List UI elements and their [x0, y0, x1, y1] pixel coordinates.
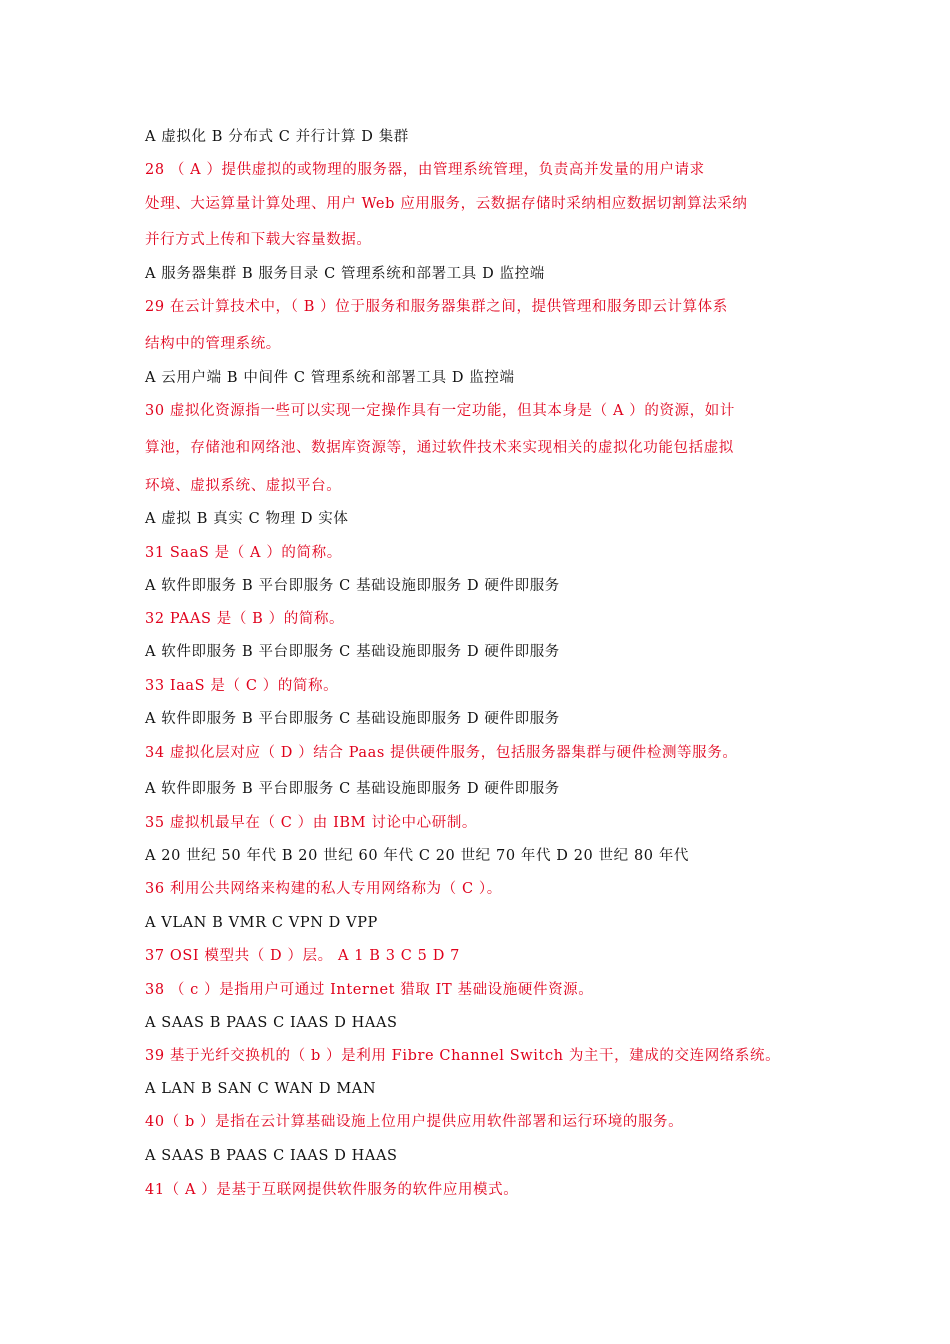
question-line: 30 虚拟化资源指一些可以实现一定操作具有一定功能，但其本身是（ A ）的资源，如计 — [145, 403, 735, 419]
question-line: 39 基于光纤交换机的（ b ）是利用 Fibre Channel Switch 为主干，建成的交连网络系统。 — [145, 1048, 781, 1064]
question-line: 31 SaaS 是（ A ）的简称。 — [145, 545, 342, 561]
question-line: 37 OSI 模型共（ D ）层。 A 1 B 3 C 5 D 7 — [145, 948, 460, 964]
option-line: A SAAS B PAAS C IAAS D HAAS — [145, 1015, 398, 1031]
question-line: 并行方式上传和下载大容量数据。 — [145, 232, 372, 248]
option-line: A 软件即服务 B 平台即服务 C 基础设施即服务 D 硬件即服务 — [145, 644, 560, 660]
question-line: 40（ b ）是指在云计算基础设施上位用户提供应用软件部署和运行环境的服务。 — [145, 1114, 684, 1130]
question-line: 29 在云计算技术中，（ B ）位于服务和服务器集群之间，提供管理和服务即云计算体系 — [145, 299, 728, 315]
option-line: A SAAS B PAAS C IAAS D HAAS — [145, 1148, 398, 1164]
option-line: A 软件即服务 B 平台即服务 C 基础设施即服务 D 硬件即服务 — [145, 781, 560, 797]
option-line: A 软件即服务 B 平台即服务 C 基础设施即服务 D 硬件即服务 — [145, 711, 560, 727]
question-line: 算池，存储池和网络池、数据库资源等，通过软件技术来实现相关的虚拟化功能包括虚拟 — [145, 440, 734, 456]
option-line: A LAN B SAN C WAN D MAN — [145, 1081, 377, 1097]
question-line: 处理、大运算量计算处理、用户 Web 应用服务，云数据存储时采纳相应数据切割算法采纳 — [145, 196, 748, 212]
question-line: 结构中的管理系统。 — [145, 336, 281, 352]
question-line: 35 虚拟机最早在（ C ）由 IBM 讨论中心研制。 — [145, 815, 478, 831]
question-line: 38 （ c ）是指用户可通过 Internet 猎取 IT 基础设施硬件资源。 — [145, 982, 594, 998]
option-line: A 20 世纪 50 年代 B 20 世纪 60 年代 C 20 世纪 70 年代 D 20 世纪 80 年代 — [145, 848, 690, 864]
option-line: A 软件即服务 B 平台即服务 C 基础设施即服务 D 硬件即服务 — [145, 578, 560, 594]
option-line: A VLAN B VMR C VPN D VPP — [145, 915, 378, 931]
question-line: 32 PAAS 是（ B ）的简称。 — [145, 611, 345, 627]
question-line: 34 虚拟化层对应（ D ）结合 Paas 提供硬件服务，包括服务器集群与硬件检测等服务。 — [145, 745, 738, 761]
question-line: 33 IaaS 是（ C ）的简称。 — [145, 678, 339, 694]
option-line: A 服务器集群 B 服务目录 C 管理系统和部署工具 D 监控端 — [145, 266, 545, 282]
option-line: A 云用户端 B 中间件 C 管理系统和部署工具 D 监控端 — [145, 370, 515, 386]
question-line: 36 利用公共网络来构建的私人专用网络称为（ C ）。 — [145, 881, 502, 897]
option-line: A 虚拟化 B 分布式 C 并行计算 D 集群 — [145, 129, 409, 145]
question-line: 41（ A ）是基于互联网提供软件服务的软件应用模式。 — [145, 1182, 519, 1198]
question-line: 环境、虚拟系统、虚拟平台。 — [145, 478, 342, 494]
option-line: A 虚拟 B 真实 C 物理 D 实体 — [145, 511, 349, 527]
question-line: 28 （ A ）提供虚拟的或物理的服务器，由管理系统管理，负责高并发量的用户请求 — [145, 162, 705, 178]
